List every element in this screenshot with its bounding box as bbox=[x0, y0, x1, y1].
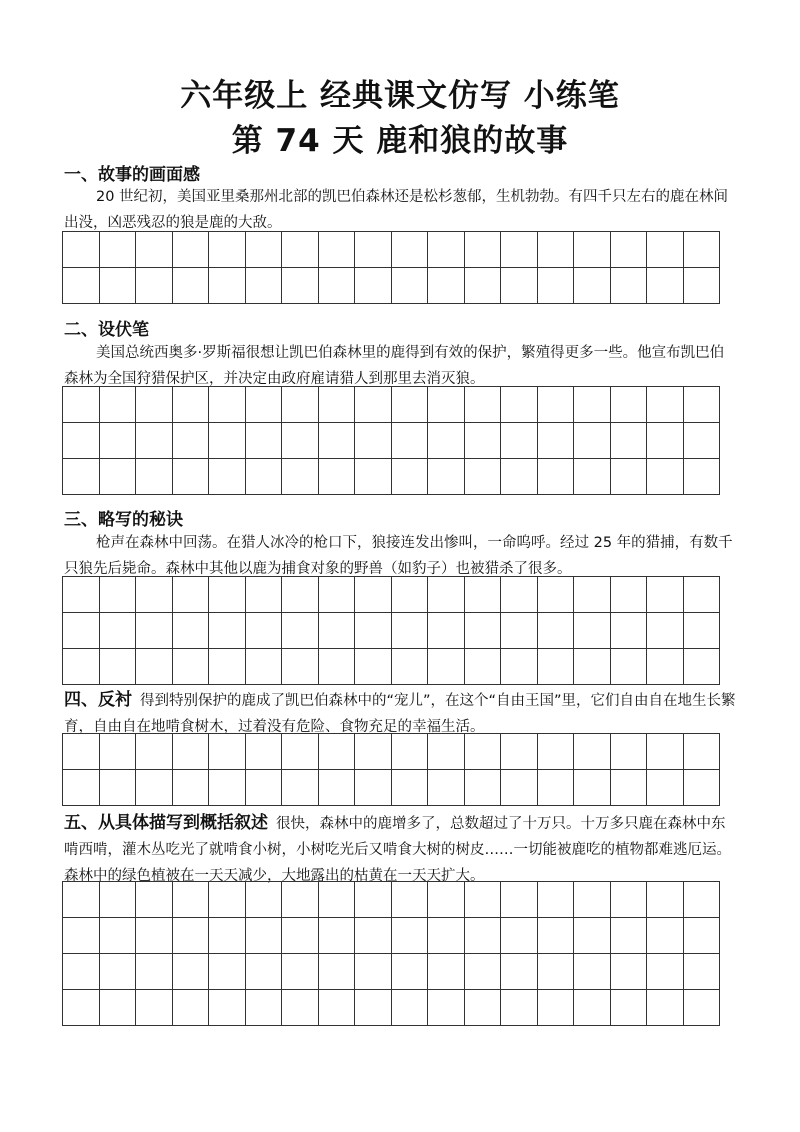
grid-cell[interactable] bbox=[647, 577, 684, 613]
grid-cell[interactable] bbox=[501, 613, 538, 649]
grid-cell[interactable] bbox=[611, 268, 648, 304]
grid-cell[interactable] bbox=[465, 268, 502, 304]
grid-cell[interactable] bbox=[647, 990, 684, 1026]
grid-cell[interactable] bbox=[173, 990, 210, 1026]
grid-cell[interactable] bbox=[611, 459, 648, 495]
section-4-text: 四、反衬 得到特别保护的鹿成了凯巴伯森林中的“宠儿”，在这个“自由王国”里，它们自由自在地生长繁育，自由自在地啃食树木，过着没有危险、食物充足的幸福生活。 bbox=[64, 690, 736, 735]
grid-cell[interactable] bbox=[465, 954, 502, 990]
grid-cell[interactable] bbox=[392, 613, 429, 649]
grid-cell[interactable] bbox=[647, 232, 684, 268]
grid-cell[interactable] bbox=[465, 577, 502, 613]
grid-cell[interactable] bbox=[647, 613, 684, 649]
grid-cell[interactable] bbox=[100, 232, 137, 268]
grid-cell[interactable] bbox=[574, 459, 611, 495]
grid-cell[interactable] bbox=[100, 918, 137, 954]
grid-cell[interactable] bbox=[63, 954, 100, 990]
grid-cell[interactable] bbox=[319, 387, 356, 423]
grid-cell[interactable] bbox=[136, 423, 173, 459]
grid-cell[interactable] bbox=[136, 649, 173, 685]
grid-cell[interactable] bbox=[136, 459, 173, 495]
grid-cell[interactable] bbox=[209, 613, 246, 649]
grid-cell[interactable] bbox=[100, 268, 137, 304]
grid-cell[interactable] bbox=[246, 459, 283, 495]
grid-cell[interactable] bbox=[319, 649, 356, 685]
grid-cell[interactable] bbox=[647, 918, 684, 954]
grid-cell[interactable] bbox=[647, 387, 684, 423]
grid-cell[interactable] bbox=[209, 882, 246, 918]
grid-cell[interactable] bbox=[465, 613, 502, 649]
grid-cell[interactable] bbox=[282, 232, 319, 268]
grid-cell[interactable] bbox=[319, 459, 356, 495]
grid-cell[interactable] bbox=[574, 734, 611, 770]
grid-cell[interactable] bbox=[63, 990, 100, 1026]
grid-cell[interactable] bbox=[355, 423, 392, 459]
grid-cell[interactable] bbox=[246, 649, 283, 685]
grid-cell[interactable] bbox=[684, 990, 721, 1026]
grid-cell[interactable] bbox=[282, 649, 319, 685]
grid-cell[interactable] bbox=[501, 770, 538, 806]
grid-cell[interactable] bbox=[428, 268, 465, 304]
grid-cell[interactable] bbox=[355, 613, 392, 649]
grid-cell[interactable] bbox=[428, 734, 465, 770]
grid-cell[interactable] bbox=[100, 770, 137, 806]
grid-cell[interactable] bbox=[282, 268, 319, 304]
grid-cell[interactable] bbox=[501, 232, 538, 268]
grid-cell[interactable] bbox=[319, 882, 356, 918]
grid-cell[interactable] bbox=[647, 649, 684, 685]
grid-cell[interactable] bbox=[392, 990, 429, 1026]
grid-cell[interactable] bbox=[100, 990, 137, 1026]
grid-cell[interactable] bbox=[392, 577, 429, 613]
grid-cell[interactable] bbox=[611, 232, 648, 268]
section-5-heading: 五、从具体描写到概括叙述 bbox=[64, 813, 268, 833]
grid-cell[interactable] bbox=[209, 770, 246, 806]
grid-cell[interactable] bbox=[574, 918, 611, 954]
page-subtitle: 第 74 天 鹿和狼的故事 bbox=[231, 123, 569, 159]
grid-cell[interactable] bbox=[611, 918, 648, 954]
grid-cell[interactable] bbox=[246, 268, 283, 304]
grid-cell[interactable] bbox=[63, 918, 100, 954]
grid-cell[interactable] bbox=[209, 232, 246, 268]
grid-cell[interactable] bbox=[684, 577, 721, 613]
grid-cell[interactable] bbox=[136, 734, 173, 770]
grid-cell[interactable] bbox=[428, 577, 465, 613]
grid-cell[interactable] bbox=[209, 387, 246, 423]
grid-cell[interactable] bbox=[428, 990, 465, 1026]
grid-cell[interactable] bbox=[173, 268, 210, 304]
grid-cell[interactable] bbox=[501, 387, 538, 423]
grid-cell[interactable] bbox=[574, 954, 611, 990]
grid-cell[interactable] bbox=[319, 613, 356, 649]
grid-cell[interactable] bbox=[465, 649, 502, 685]
grid-cell[interactable] bbox=[282, 423, 319, 459]
section-1-text: 20 世纪初，美国亚里桑那州北部的凯巴伯森林还是松杉葱郁，生机勃勃。有四千只左右的鹿在林间出没，凶恶残忍的狼是鹿的大敌。 bbox=[64, 189, 729, 231]
section-2-heading: 二、设伏笔 bbox=[64, 320, 149, 340]
grid-cell[interactable] bbox=[501, 459, 538, 495]
grid-cell[interactable] bbox=[647, 954, 684, 990]
grid-cell[interactable] bbox=[647, 882, 684, 918]
grid-cell[interactable] bbox=[428, 387, 465, 423]
grid-cell[interactable] bbox=[611, 649, 648, 685]
grid-cell[interactable] bbox=[246, 613, 283, 649]
grid-cell[interactable] bbox=[319, 577, 356, 613]
grid-cell[interactable] bbox=[538, 734, 575, 770]
grid-cell[interactable] bbox=[538, 387, 575, 423]
grid-cell[interactable] bbox=[355, 770, 392, 806]
writing-grid-1[interactable] bbox=[62, 231, 720, 304]
grid-cell[interactable] bbox=[209, 459, 246, 495]
grid-cell[interactable] bbox=[465, 387, 502, 423]
grid-cell[interactable] bbox=[282, 577, 319, 613]
grid-cell[interactable] bbox=[282, 770, 319, 806]
grid-cell[interactable] bbox=[392, 882, 429, 918]
grid-cell[interactable] bbox=[574, 990, 611, 1026]
grid-cell[interactable] bbox=[209, 268, 246, 304]
grid-cell[interactable] bbox=[574, 577, 611, 613]
grid-cell[interactable] bbox=[355, 918, 392, 954]
grid-cell[interactable] bbox=[136, 268, 173, 304]
grid-cell[interactable] bbox=[501, 734, 538, 770]
grid-cell[interactable] bbox=[136, 770, 173, 806]
grid-cell[interactable] bbox=[574, 649, 611, 685]
grid-cell[interactable] bbox=[136, 577, 173, 613]
grid-cell[interactable] bbox=[465, 423, 502, 459]
grid-cell[interactable] bbox=[282, 990, 319, 1026]
grid-cell[interactable] bbox=[647, 734, 684, 770]
grid-cell[interactable] bbox=[392, 423, 429, 459]
grid-cell[interactable] bbox=[209, 734, 246, 770]
grid-cell[interactable] bbox=[246, 954, 283, 990]
grid-cell[interactable] bbox=[173, 882, 210, 918]
grid-cell[interactable] bbox=[538, 918, 575, 954]
grid-cell[interactable] bbox=[136, 882, 173, 918]
grid-cell[interactable] bbox=[501, 882, 538, 918]
grid-cell[interactable] bbox=[63, 232, 100, 268]
grid-cell[interactable] bbox=[63, 423, 100, 459]
grid-cell[interactable] bbox=[538, 770, 575, 806]
section-3-text: 枪声在森林中回荡。在猎人冰冷的枪口下，狼接连发出惨叫，一命呜呼。经过 25 年的猎捕，有数千只狼先后毙命。森林中其他以鹿为捕食对象的野兽（如豹子）也被猎杀了很多。 bbox=[64, 535, 733, 577]
grid-cell[interactable] bbox=[319, 268, 356, 304]
writing-grid-3[interactable] bbox=[62, 576, 720, 685]
grid-cell[interactable] bbox=[574, 613, 611, 649]
grid-cell[interactable] bbox=[538, 990, 575, 1026]
grid-cell[interactable] bbox=[428, 232, 465, 268]
grid-cell[interactable] bbox=[63, 734, 100, 770]
grid-cell[interactable] bbox=[574, 268, 611, 304]
grid-cell[interactable] bbox=[100, 387, 137, 423]
grid-cell[interactable] bbox=[538, 882, 575, 918]
section-1-heading: 一、故事的画面感 bbox=[64, 165, 200, 185]
grid-cell[interactable] bbox=[574, 387, 611, 423]
grid-cell[interactable] bbox=[100, 649, 137, 685]
grid-cell[interactable] bbox=[684, 954, 721, 990]
grid-cell[interactable] bbox=[246, 577, 283, 613]
writing-grid-4[interactable] bbox=[62, 733, 720, 806]
grid-cell[interactable] bbox=[355, 459, 392, 495]
grid-cell[interactable] bbox=[611, 770, 648, 806]
grid-cell[interactable] bbox=[136, 990, 173, 1026]
grid-cell[interactable] bbox=[355, 649, 392, 685]
grid-cell[interactable] bbox=[209, 954, 246, 990]
grid-cell[interactable] bbox=[392, 268, 429, 304]
section-4-heading: 四、反衬 bbox=[64, 690, 132, 710]
grid-cell[interactable] bbox=[465, 734, 502, 770]
grid-cell[interactable] bbox=[63, 387, 100, 423]
grid-cell[interactable] bbox=[501, 990, 538, 1026]
grid-cell[interactable] bbox=[173, 387, 210, 423]
grid-cell[interactable] bbox=[538, 423, 575, 459]
grid-cell[interactable] bbox=[282, 882, 319, 918]
grid-cell[interactable] bbox=[319, 734, 356, 770]
grid-cell[interactable] bbox=[246, 882, 283, 918]
grid-cell[interactable] bbox=[392, 734, 429, 770]
grid-cell[interactable] bbox=[209, 918, 246, 954]
grid-cell[interactable] bbox=[246, 232, 283, 268]
grid-cell[interactable] bbox=[465, 918, 502, 954]
grid-cell[interactable] bbox=[246, 770, 283, 806]
grid-cell[interactable] bbox=[647, 770, 684, 806]
grid-cell[interactable] bbox=[501, 423, 538, 459]
grid-cell[interactable] bbox=[63, 268, 100, 304]
grid-cell[interactable] bbox=[282, 734, 319, 770]
grid-cell[interactable] bbox=[173, 770, 210, 806]
grid-cell[interactable] bbox=[501, 577, 538, 613]
grid-cell[interactable] bbox=[611, 734, 648, 770]
grid-cell[interactable] bbox=[173, 918, 210, 954]
grid-cell[interactable] bbox=[684, 770, 721, 806]
grid-cell[interactable] bbox=[136, 954, 173, 990]
grid-cell[interactable] bbox=[173, 613, 210, 649]
grid-cell[interactable] bbox=[63, 882, 100, 918]
grid-cell[interactable] bbox=[684, 423, 721, 459]
grid-cell[interactable] bbox=[355, 268, 392, 304]
grid-cell[interactable] bbox=[100, 734, 137, 770]
grid-cell[interactable] bbox=[246, 734, 283, 770]
grid-cell[interactable] bbox=[100, 613, 137, 649]
grid-cell[interactable] bbox=[611, 990, 648, 1026]
grid-cell[interactable] bbox=[282, 387, 319, 423]
grid-cell[interactable] bbox=[319, 918, 356, 954]
grid-cell[interactable] bbox=[684, 882, 721, 918]
grid-cell[interactable] bbox=[355, 990, 392, 1026]
grid-cell[interactable] bbox=[428, 613, 465, 649]
grid-cell[interactable] bbox=[647, 423, 684, 459]
grid-cell[interactable] bbox=[538, 954, 575, 990]
grid-cell[interactable] bbox=[355, 954, 392, 990]
grid-cell[interactable] bbox=[465, 232, 502, 268]
grid-cell[interactable] bbox=[538, 268, 575, 304]
grid-cell[interactable] bbox=[501, 918, 538, 954]
grid-cell[interactable] bbox=[428, 423, 465, 459]
grid-cell[interactable] bbox=[173, 459, 210, 495]
grid-cell[interactable] bbox=[319, 954, 356, 990]
grid-cell[interactable] bbox=[100, 459, 137, 495]
grid-cell[interactable] bbox=[100, 882, 137, 918]
grid-cell[interactable] bbox=[319, 423, 356, 459]
page-title: 六年级上 经典课文仿写 小练笔 bbox=[180, 78, 620, 114]
grid-cell[interactable] bbox=[684, 734, 721, 770]
grid-cell[interactable] bbox=[611, 954, 648, 990]
grid-cell[interactable] bbox=[282, 954, 319, 990]
grid-cell[interactable] bbox=[538, 232, 575, 268]
grid-cell[interactable] bbox=[501, 268, 538, 304]
grid-cell[interactable] bbox=[100, 954, 137, 990]
grid-cell[interactable] bbox=[501, 954, 538, 990]
grid-cell[interactable] bbox=[392, 770, 429, 806]
grid-cell[interactable] bbox=[246, 990, 283, 1026]
grid-cell[interactable] bbox=[465, 770, 502, 806]
grid-cell[interactable] bbox=[319, 232, 356, 268]
grid-cell[interactable] bbox=[538, 613, 575, 649]
grid-cell[interactable] bbox=[282, 613, 319, 649]
grid-cell[interactable] bbox=[282, 918, 319, 954]
grid-cell[interactable] bbox=[392, 387, 429, 423]
grid-cell[interactable] bbox=[392, 918, 429, 954]
grid-cell[interactable] bbox=[63, 613, 100, 649]
grid-cell[interactable] bbox=[173, 232, 210, 268]
grid-cell[interactable] bbox=[173, 423, 210, 459]
grid-cell[interactable] bbox=[355, 387, 392, 423]
grid-cell[interactable] bbox=[355, 882, 392, 918]
grid-cell[interactable] bbox=[392, 954, 429, 990]
grid-cell[interactable] bbox=[355, 577, 392, 613]
grid-cell[interactable] bbox=[574, 770, 611, 806]
grid-cell[interactable] bbox=[611, 882, 648, 918]
grid-cell[interactable] bbox=[100, 577, 137, 613]
grid-cell[interactable] bbox=[647, 459, 684, 495]
grid-cell[interactable] bbox=[136, 613, 173, 649]
grid-cell[interactable] bbox=[684, 268, 721, 304]
grid-cell[interactable] bbox=[647, 268, 684, 304]
grid-cell[interactable] bbox=[319, 770, 356, 806]
grid-cell[interactable] bbox=[173, 649, 210, 685]
grid-cell[interactable] bbox=[355, 734, 392, 770]
grid-cell[interactable] bbox=[246, 387, 283, 423]
writing-grid-2[interactable] bbox=[62, 386, 720, 495]
grid-cell[interactable] bbox=[136, 232, 173, 268]
section-5-text: 五、从具体描写到概括叙述 很快，森林中的鹿增多了，总数超过了十万只。十万多只鹿在森林中东啃西啃，灌木丛吃光了就啃食小树，小树吃光后又啃食大树的树皮……一切能被鹿吃的植物都难逃厄运。森林中的绿色植被在一天天减少，大地露出的枯黄在一天天扩大。 bbox=[64, 813, 731, 884]
grid-cell[interactable] bbox=[611, 387, 648, 423]
grid-cell[interactable] bbox=[684, 459, 721, 495]
grid-cell[interactable] bbox=[246, 918, 283, 954]
grid-cell[interactable] bbox=[392, 232, 429, 268]
grid-cell[interactable] bbox=[173, 954, 210, 990]
grid-cell[interactable] bbox=[684, 232, 721, 268]
grid-cell[interactable] bbox=[100, 423, 137, 459]
section-3-heading: 三、略写的秘诀 bbox=[64, 510, 183, 530]
grid-cell[interactable] bbox=[684, 649, 721, 685]
grid-cell[interactable] bbox=[392, 649, 429, 685]
grid-cell[interactable] bbox=[392, 459, 429, 495]
grid-cell[interactable] bbox=[355, 232, 392, 268]
grid-cell[interactable] bbox=[428, 459, 465, 495]
grid-cell[interactable] bbox=[465, 459, 502, 495]
grid-cell[interactable] bbox=[209, 990, 246, 1026]
grid-cell[interactable] bbox=[173, 734, 210, 770]
grid-cell[interactable] bbox=[611, 423, 648, 459]
writing-grid-5[interactable] bbox=[62, 881, 720, 1026]
grid-cell[interactable] bbox=[428, 770, 465, 806]
grid-cell[interactable] bbox=[574, 232, 611, 268]
grid-cell[interactable] bbox=[63, 577, 100, 613]
grid-cell[interactable] bbox=[209, 577, 246, 613]
grid-cell[interactable] bbox=[465, 882, 502, 918]
grid-cell[interactable] bbox=[209, 423, 246, 459]
grid-cell[interactable] bbox=[136, 918, 173, 954]
grid-cell[interactable] bbox=[428, 954, 465, 990]
grid-cell[interactable] bbox=[574, 882, 611, 918]
grid-cell[interactable] bbox=[136, 387, 173, 423]
grid-cell[interactable] bbox=[611, 577, 648, 613]
grid-cell[interactable] bbox=[246, 423, 283, 459]
grid-cell[interactable] bbox=[684, 387, 721, 423]
grid-cell[interactable] bbox=[538, 459, 575, 495]
grid-cell[interactable] bbox=[574, 423, 611, 459]
grid-cell[interactable] bbox=[538, 649, 575, 685]
grid-cell[interactable] bbox=[319, 990, 356, 1026]
grid-cell[interactable] bbox=[465, 990, 502, 1026]
grid-cell[interactable] bbox=[538, 577, 575, 613]
grid-cell[interactable] bbox=[501, 649, 538, 685]
section-2-text: 美国总统西奥多·罗斯福很想让凯巴伯森林里的鹿得到有效的保护，繁殖得更多一些。他宣布凯巴伯森林为全国狩猎保护区，并决定由政府雇请猎人到那里去消灭狼。 bbox=[64, 345, 725, 387]
grid-cell[interactable] bbox=[173, 577, 210, 613]
grid-cell[interactable] bbox=[63, 770, 100, 806]
grid-cell[interactable] bbox=[209, 649, 246, 685]
grid-cell[interactable] bbox=[63, 459, 100, 495]
grid-cell[interactable] bbox=[684, 918, 721, 954]
grid-cell[interactable] bbox=[63, 649, 100, 685]
grid-cell[interactable] bbox=[428, 882, 465, 918]
grid-cell[interactable] bbox=[611, 613, 648, 649]
grid-cell[interactable] bbox=[428, 918, 465, 954]
grid-cell[interactable] bbox=[282, 459, 319, 495]
grid-cell[interactable] bbox=[684, 613, 721, 649]
grid-cell[interactable] bbox=[428, 649, 465, 685]
